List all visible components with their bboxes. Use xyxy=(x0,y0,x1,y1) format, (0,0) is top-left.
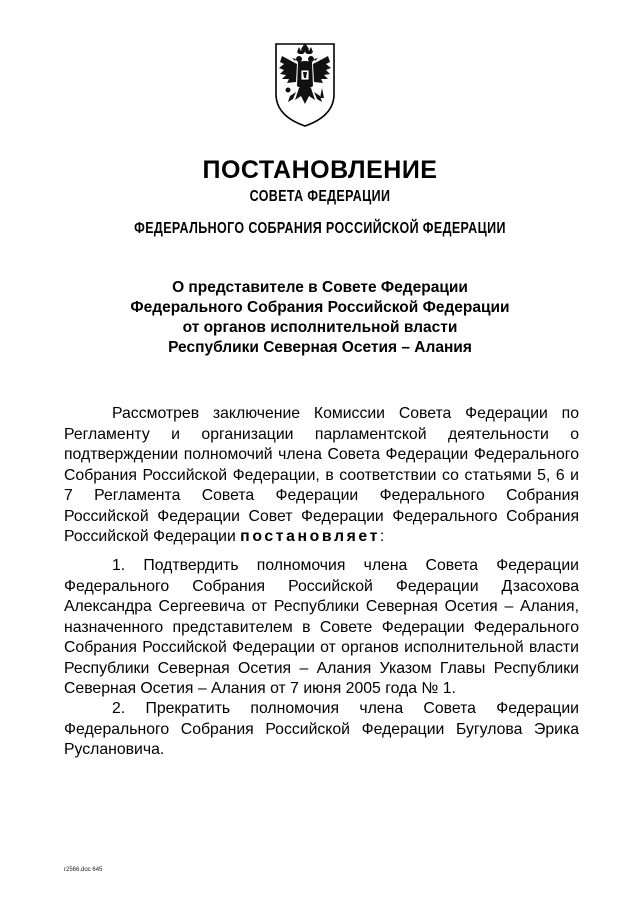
document-title: ПОСТАНОВЛЕНИЕ xyxy=(202,156,438,184)
document-footer-code: r2566.doc 645 xyxy=(64,867,103,873)
preamble-colon: : xyxy=(379,528,385,545)
subject-line: Республики Северная Осетия – Алания xyxy=(168,339,472,356)
resolution-verb: постановляет xyxy=(240,528,380,545)
preamble-text: Рассмотрев заключение Комиссии Совета Федерации по Регламенту и организации парламентской деятельности о подтверждении полномочий члена Совета Федерации Федерального Собрания Российской Федерации, в соответствии со статьями 5, 6 и 7 Регламента Совета Федерации Федерального Собрания Российской Федерации Совет Федерации Федерального Собрания Российской Федерации xyxy=(64,405,579,545)
issuer-line-1: СОВЕТА ФЕДЕРАЦИИ xyxy=(249,188,391,205)
coat-of-arms-icon xyxy=(270,38,340,130)
subject-line: О представителе в Совете Федерации xyxy=(172,279,468,296)
issuer-line-2: ФЕДЕРАЛЬНОГО СОБРАНИЯ РОССИЙСКОЙ ФЕДЕРАЦИИ xyxy=(134,220,506,237)
subject-line: от органов исполнительной власти xyxy=(182,319,458,336)
preamble-paragraph xyxy=(64,404,579,548)
resolution-item-2: 2. Прекратить полномочия члена Совета Федерации Федерального Собрания Российской Федерации Бугулова Эрика Руслановича. xyxy=(64,700,579,758)
document-subject xyxy=(0,278,640,358)
resolution-item-1: 1. Подтвердить полномочия члена Совета Федерации Федерального Собрания Российской Федерации Дзасохова Александра Сергеевича от Республики Северная Осетия – Алания, назначенного представителем в Совете Федерации Федерального Собрания Российской Федерации от органов исполнительной власти Республики Северная Осетия – Алания Указом Главы Республики Северная Осетия – Алания от 7 июня 2005 года № 1. xyxy=(64,557,579,697)
subject-line: Федерального Собрания Российской Федерации xyxy=(130,299,510,316)
